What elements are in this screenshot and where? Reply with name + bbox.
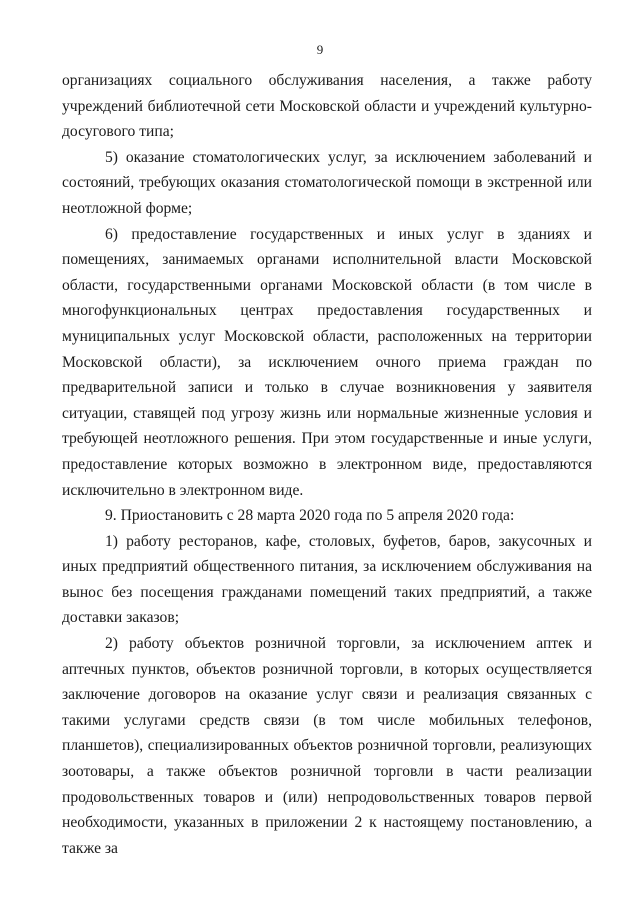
paragraph-item-1: 1) работу ресторанов, кафе, столовых, буфетов, баров, закусочных и иных предприятий общественного питания, за исключением обслуживания на вынос без посещения гражданами помещений таких предприятий, а также доставки заказов;	[62, 532, 592, 627]
paragraph-continuation: организациях социального обслуживания населения, а также работу учреждений библиотечной сети Московской области и учреждений культурно-досугового типа;	[62, 72, 592, 141]
document-body	[62, 68, 592, 861]
paragraph-section-9: 9. Приостановить с 28 марта 2020 года по 5 апреля 2020 года:	[105, 507, 515, 525]
page-number: 9	[316, 42, 324, 57]
paragraph-item-6: 6) предоставление государственных и иных услуг в зданиях и помещениях, занимаемых органами исполнительной власти Московской области, государственными органами Московской области (в том числе в многофункциональных центрах предоставления государственных и муниципальных услуг Московской области, расположенных на территории Московской области), за исключением очного приема граждан по предварительной записи и только в случае возникновения у заявителя ситуации, ставящей под угрозу жизнь или нормальные жизненные условия и требующей неотложного решения. При этом государственные и иные услуги, предоставление которых возможно в электронном виде, предоставляются исключительно в электронном виде.	[62, 225, 592, 499]
paragraph-item-2: 2) работу объектов розничной торговли, за исключением аптек и аптечных пунктов, объектов розничной торговли, в которых осуществляется заключение договоров на оказание услуг связи и реализация связанных с такими услугами средств связи (в том числе мобильных телефонов, планшетов), специализированных объектов розничной торговли, реализующих зоотовары, а также объектов розничной торговли в части реализации продовольственных товаров и (или) непродовольственных товаров первой необходимости, указанных в приложении 2 к настоящему постановлению, а также за	[62, 635, 592, 857]
paragraph-item-5: 5) оказание стоматологических услуг, за исключением заболеваний и состояний, требующих оказания стоматологической помощи в экстренной или неотложной форме;	[62, 148, 592, 217]
